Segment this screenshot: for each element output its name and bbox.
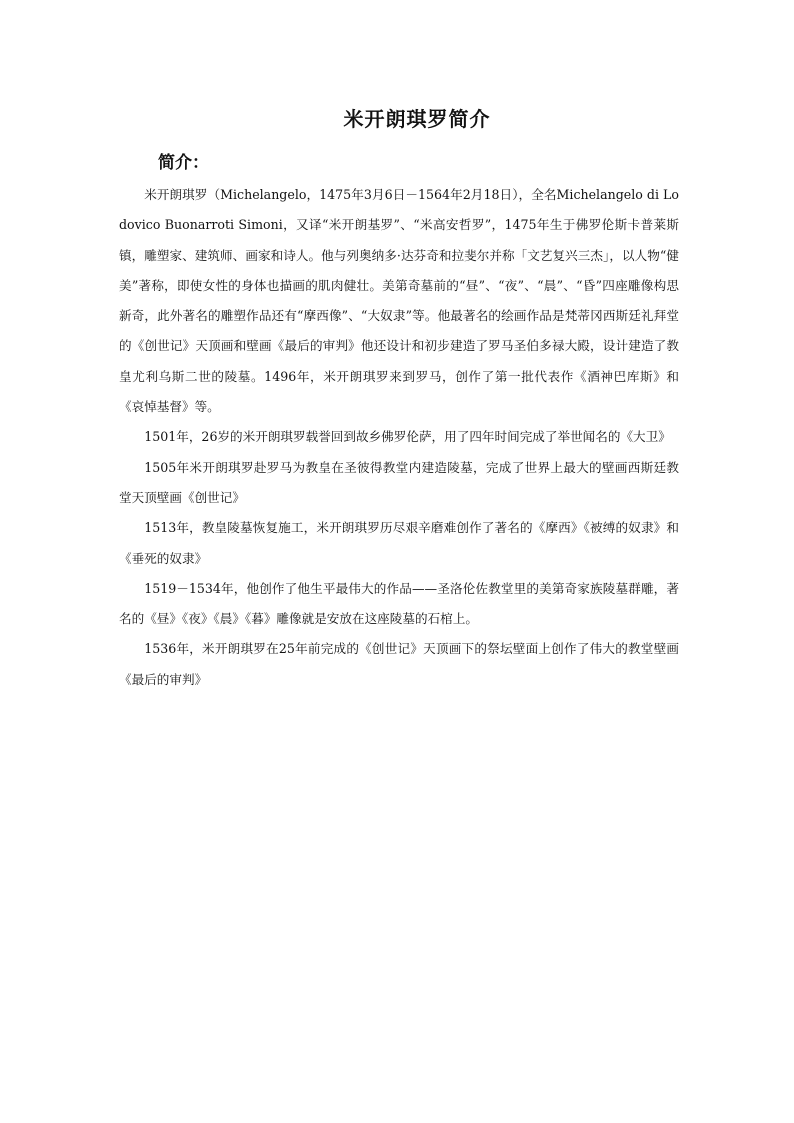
document-body bbox=[119, 180, 679, 695]
paragraph-1536: 1536年，米开朗琪罗在25年前完成的《创世记》天顶画下的祭坛壁面上创作了伟大的教堂壁画《最后的审判》 bbox=[119, 641, 679, 687]
paragraph-1519: 1519－1534年，他创作了他生平最伟大的作品——圣洛伦佐教堂里的美第奇家族陵墓群雕，著名的《昼》《夜》《晨》《暮》雕像就是安放在这座陵墓的石棺上。 bbox=[119, 580, 679, 627]
paragraph-1501: 1501年，26岁的米开朗琪罗载誉回到故乡佛罗伦萨，用了四年时间完成了举世闻名的《大卫》 bbox=[144, 429, 671, 445]
paragraph-1513: 1513年，教皇陵墓恢复施工，米开朗琪罗历尽艰辛磨难创作了著名的《摩西》《被缚的奴隶》和《垂死的奴隶》 bbox=[119, 520, 679, 566]
paragraph-intro: 米开朗琪罗（Michelangelo，1475年3月6日－1564年2月18日），全名Michelangelo di Lodovico Buonarroti Simoni，又译“米开朗基罗”、“米高安哲罗”，1475年生于佛罗伦斯卡普莱斯镇，雕塑家、建筑师、画家和诗人。他与列奥纳多·达芬奇和拉斐尔并称「文艺复兴三杰」，以人物“健美”著称，即使女性的身体也描画的肌肉健壮。美第奇墓前的“昼”、“夜”、“晨”、“昏”四座雕像构思新奇，此外著名的雕塑作品还有“摩西像”、“大奴隶”等。他最著名的绘画作品是梵蒂冈西斯廷礼拜堂的《创世记》天顶画和壁画《最后的审判》他还设计和初步建造了罗马圣伯多禄大殿，设计建造了教皇尤利乌斯二世的陵墓。1496年，米开朗琪罗来到罗马，创作了第一批代表作《酒神巴库斯》和《哀悼基督》等。 bbox=[119, 187, 679, 415]
section-heading: 简介： bbox=[158, 153, 209, 173]
document-title: 米开朗琪罗简介 bbox=[343, 107, 491, 131]
paragraph-1505: 1505年米开朗琪罗赴罗马为教皇在圣彼得教堂内建造陵墓，完成了世界上最大的壁画西斯廷教堂天顶壁画《创世记》 bbox=[119, 459, 679, 505]
